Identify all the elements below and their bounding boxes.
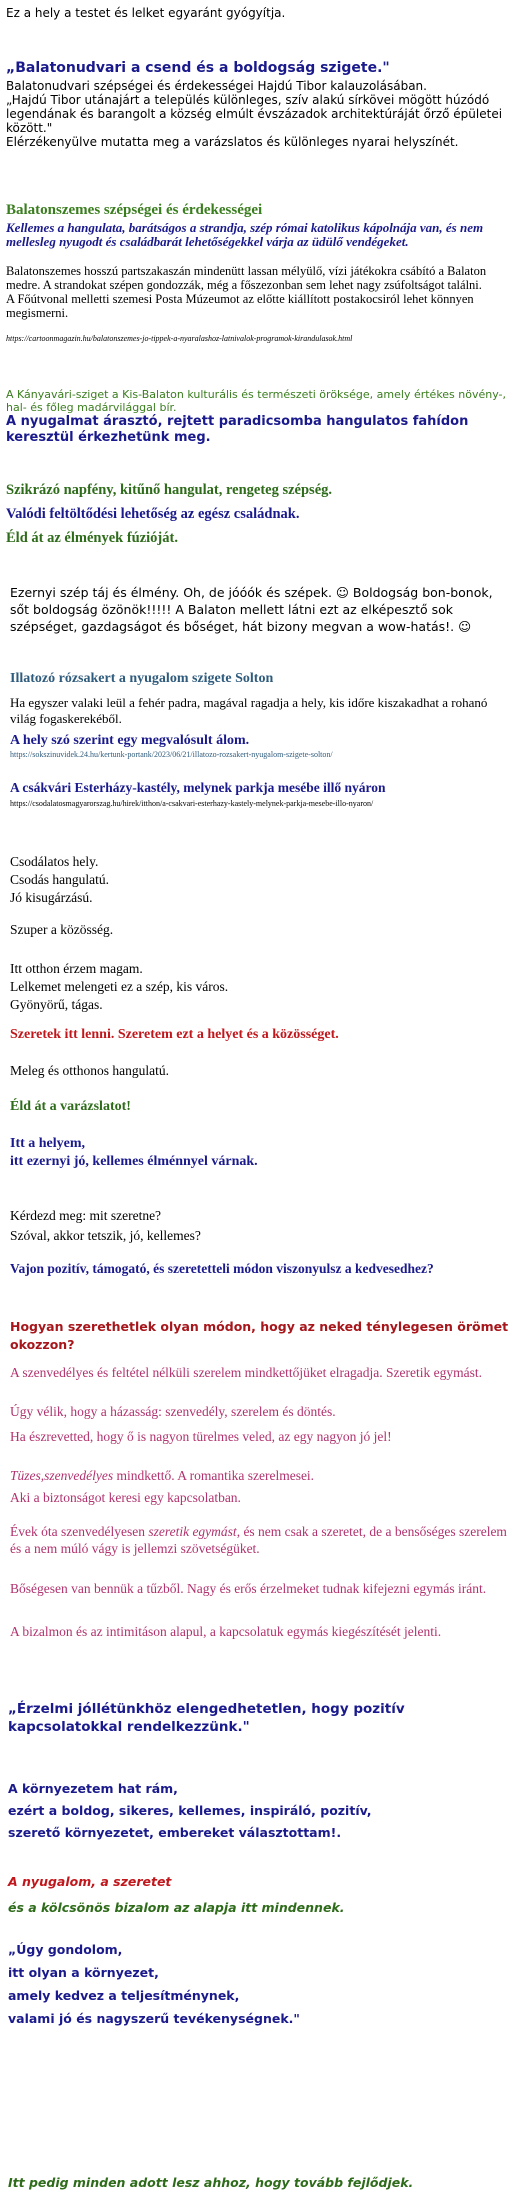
environment-line2: ezért a boldog, sikeres, kellemes, inspiráló, pozitív,: [8, 1803, 372, 1818]
town-line1: Csodálatos hely.: [10, 854, 99, 869]
home-line1: Itt otthon érzem magam.: [10, 961, 143, 976]
balatonudvari-line3: Elérzékenyülve mutatta meg a varázslatos és különleges nyarai helyszínét.: [6, 135, 459, 149]
balatonszemes-p1: Balatonszemes hosszú partszakaszán mindenütt lassan mélyülő, vízi játékokra csábító a Balaton medre. A strandokat szépen gondozzák, még a főszezonban sem lehet nagy zsúfoltságot találni.: [6, 264, 487, 292]
family-line: Valódi feltöltődési lehetőség az egész családnak.: [6, 506, 300, 522]
town-line3: Jó kisugárzású.: [10, 890, 93, 905]
town-lines: [10, 853, 512, 907]
kanyavari-text: A Kányavári-sziget a Kis-Balaton kulturális és természeti öröksége, amely értékes növény-, hal- és főleg madárvilággal bír.: [6, 388, 507, 414]
belief-lines: [8, 1938, 512, 2030]
passion-p8: A bizalmon és az intimitáson alapul, a kapcsolatuk egymás kiegészítését jelenti.: [10, 1624, 442, 1639]
warm-line: Meleg és otthonos hangulatú.: [10, 1063, 169, 1078]
balatonudvari-line2: „Hajdú Tibor utánajárt a település különleges, szív alakú sírkövei mögött húzódó legendának és barangolt a község elmúlt évszázadok architektúráját őrző épületei között.": [6, 93, 503, 135]
belief-line1: „Úgy gondolom,: [8, 1942, 123, 1957]
solt-dream: A hely szó szerint egy megvalósult álom.: [10, 733, 250, 748]
environment-line3: szerető környezetet, embereket választottam!.: [8, 1825, 342, 1840]
home-line2: Lelkemet melengeti ez a szép, kis város.: [10, 979, 229, 994]
community-line: Szuper a közösség.: [10, 922, 114, 937]
trust-line: és a kölcsönös bizalom az alapja itt mindennek.: [8, 1900, 345, 1915]
passion-p7: Bőségesen van bennük a tűzből. Nagy és erős érzelmeket tudnak kifejezni egymás iránt.: [10, 1581, 487, 1596]
csakvar-url[interactable]: https://csodalatosmagyarorszag.hu/hirek/itthon/a-csakvari-esterhazy-kastely-melynek-parkja-mesebe-illo-nyaron/: [10, 799, 374, 808]
balatonszemes-url[interactable]: https://cartoonmagazin.hu/balatonszemes-jo-tippek-a-nyaralashoz-latnivalok-programok-kirandulasok.html: [6, 334, 353, 343]
partner-question: Vajon pozitív, támogató, és szeretetteli módon viszonyulsz a kedvesedhez?: [10, 1261, 434, 1276]
environment-lines: [8, 1778, 512, 1844]
belief-line4: valami jó és nagyszerű tevékenységnek.": [8, 2011, 300, 2026]
love-how-title: Hogyan szerethetlek olyan módon, hogy az neked ténylegesen örömet okozzon?: [10, 1319, 509, 1352]
passion-p3: Ha észrevetted, hogy ő is nagyon türelmes veled, az egy nagyon jó jel!: [10, 1429, 392, 1444]
town-line2: Csodás hangulatú.: [10, 872, 109, 887]
belief-line2: itt olyan a környezet,: [8, 1965, 159, 1980]
balatonszemes-title: Balatonszemes szépségei és érdekességei: [6, 202, 263, 218]
solt-text: Ha egyszer valaki leül a fehér padra, magával ragadja a hely, kis időre kiszakadhat a rohanó világ fogaskerekéből.: [10, 695, 488, 726]
passion-p4-rest: mindkettő. A romantika szerelmesei.: [113, 1468, 315, 1483]
passion-p1: A szenvedélyes és feltétel nélküli szerelem mindkettőjüket elragadja. Szeretik egymást.: [10, 1365, 482, 1380]
environment-line1: A környezetem hat rám,: [8, 1781, 178, 1796]
kanyavari-bold: A nyugalmat árasztó, rejtett paradicsomba hangulatos fahídon keresztül érkezhetünk meg.: [6, 414, 469, 445]
balatonudvari-text: [6, 79, 512, 149]
home-line3: Gyönyörű, tágas.: [10, 997, 103, 1012]
passion-p6: [10, 1523, 512, 1557]
my-place: [10, 1135, 512, 1171]
belief-line3: amely kedvez a teljesítménynek,: [8, 1988, 240, 2003]
balatonszemes-p2: A Főútvonal melletti szemesi Posta Múzeumot az előtte kiállított postakocsiról lehet könnyen megismerni.: [6, 292, 474, 320]
my-place-line2: itt ezernyi jó, kellemes élménnyel várnak.: [10, 1154, 258, 1169]
passion-p5: Aki a biztonságot keresi egy kapcsolatban.: [10, 1490, 241, 1505]
passion-p4-italic: Tüzes,szenvedélyes: [10, 1468, 114, 1483]
passion-p6-a: Évek óta szenvedélyesen: [10, 1524, 149, 1539]
solt-url[interactable]: https://sokszinuvidek.24.hu/kertunk-portank/2023/06/21/illatozo-rozsakert-nyugalom-szigete-solton/: [10, 750, 333, 759]
ask-line1: Kérdezd meg: mit szeretne?: [10, 1208, 162, 1223]
ask-line2: Szóval, akkor tetszik, jó, kellemes?: [10, 1228, 201, 1243]
balatonudvari-line1: Balatonudvari szépségei és érdekességei Hajdú Tibor kalauzolásában.: [6, 79, 427, 93]
sun-line: Szikrázó napfény, kitűnő hangulat, rengeteg szépség.: [6, 482, 333, 498]
csakvar-title: A csákvári Esterházy-kastély, melynek parkja mesébe illő nyáron: [10, 780, 386, 795]
ask-lines: [10, 1206, 512, 1246]
calm-love-line: A nyugalom, a szeretet: [8, 1874, 172, 1889]
passion-p6-c: , és nem csak a szeretet, de a bensőséges szerelem és a nem múló vágy is jellemzi szövetségüket.: [10, 1524, 507, 1556]
passion-p2: Úgy vélik, hogy a házasság: szenvedély, szerelem és döntés.: [10, 1404, 336, 1419]
wellbeing-quote: „Érzelmi jóllétünkhöz elengedhetetlen, hogy pozitív kapcsolatokkal rendelkezzünk.": [8, 1701, 405, 1735]
balatonudvari-title: „Balatonudvari a csend és a boldogság szigete.": [6, 60, 390, 76]
home-lines: [10, 960, 512, 1014]
passion-p6-b: szeretik egymást: [148, 1524, 237, 1539]
balatonszemes-lead: Kellemes a hangulata, barátságos a strandja, szép római katolikus kápolnája van, és nem mellesleg nyugodt és családbarát lehetőségekkel várja az üdülő vendégeket.: [6, 220, 484, 249]
balatonszemes-body: [6, 264, 512, 320]
fusion-line: Éld át az élmények fúzióját.: [6, 530, 178, 546]
magic-line: Éld át a varázslatot!: [10, 1099, 131, 1114]
passion-p4: [10, 1468, 512, 1484]
intro-line: Ez a hely a testet és lelket egyaránt gyógyítja.: [6, 6, 286, 20]
love-here-line: Szeretek itt lenni. Szeretem ezt a helyet és a közösséget.: [10, 1027, 339, 1042]
wow-paragraph: Ezernyi szép táj és élmény. Oh, de jóóók és szépek. ☺ Boldogság bon-bonok, sőt boldogság özönök!!!!! A Balaton mellett látni ezt az elképesztő sok szépséget, gazdagságot és bőséget, hát bizony megvan a wow-hatás!. ☺: [10, 585, 493, 634]
my-place-line1: Itt a helyem,: [10, 1136, 86, 1151]
develop-line: Itt pedig minden adott lesz ahhoz, hogy tovább fejlődjek.: [8, 2175, 414, 2190]
solt-title: Illatozó rózsakert a nyugalom szigete Solton: [10, 671, 274, 686]
